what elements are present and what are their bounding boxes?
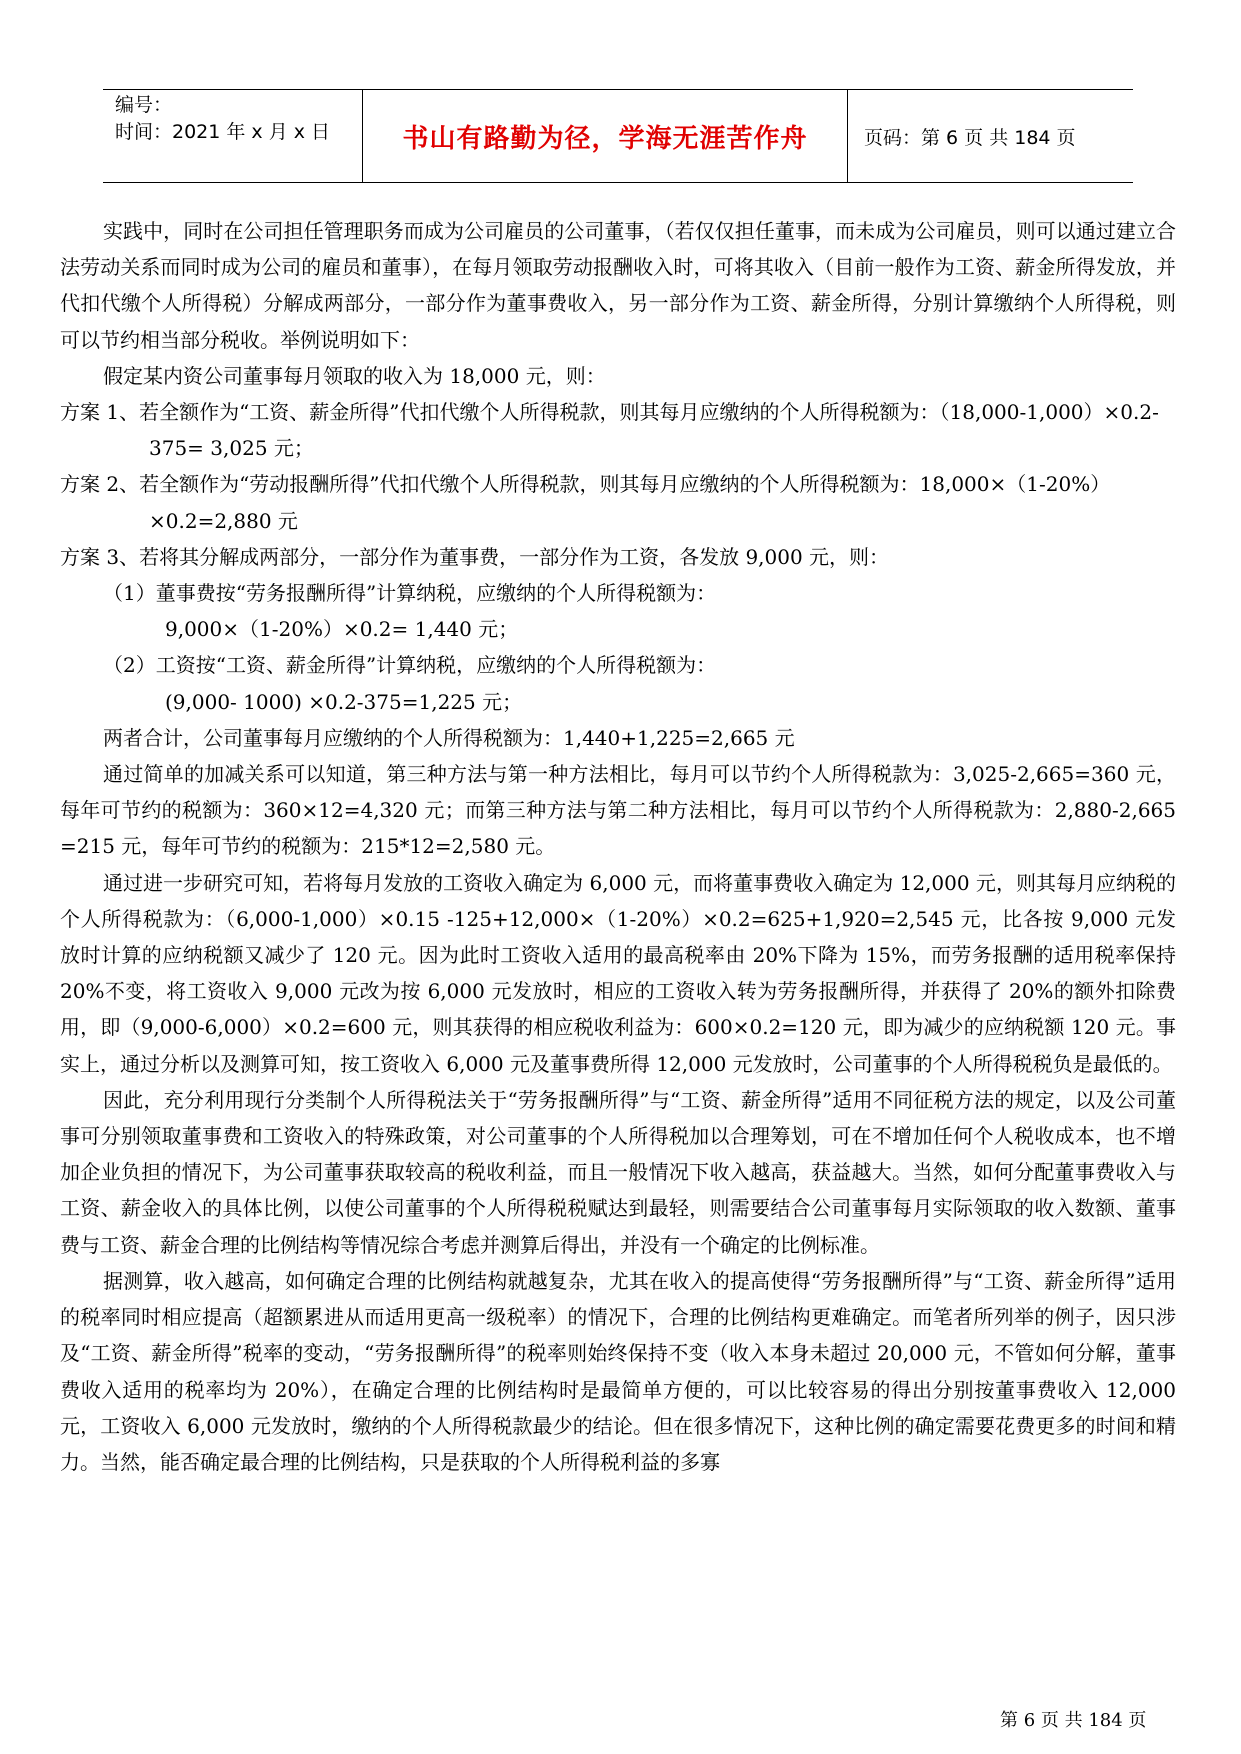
plan-1: 方案 1、若全额作为“工资、薪金所得”代扣代缴个人所得税款，则其每月应缴纳的个人所得税额为：（18,000-1,000）×0.2-375= 3,025 元； — [60, 400, 1159, 461]
paragraph-assumption: 假定某内资公司董事每月领取的收入为 18,000 元，则： — [103, 363, 606, 388]
plan-3-calc-2: (9,000- 1000) ×0.2-375=1,225 元； — [165, 689, 523, 714]
paragraph-measurement: 据测算，收入越高，如何确定合理的比例结构就越复杂，尤其在收入的提高使得“劳务报酬所得”与“工资、薪金所得”适用的税率同时相应提高（超额累进从而适用更高一级税率）的情况下，合理的比例结构更难确定。而笔者所列举的例子，因只涉及“工资、薪金所得”税率的变动，“劳务报酬所得”的税率则始终保持不变（收入本身未超过 20,000 元，不管如何分解，董事费收入适用的税率均为 20%），在确定合理的比例结构时是最简单方便的，可以比较容易的得出分别按董事费收入 12,000 元，工资收入 6,000 元发放时，缴纳的个人所得税款最少的结论。但在很多情况下，这种比例的确定需要花费更多的时间和精力。当然，能否确定最合理的比例结构，只是获取的个人所得税利益的多寡 — [60, 1268, 1176, 1474]
paragraph-further-study: 通过进一步研究可知，若将每月发放的工资收入确定为 6,000 元，而将董事费收入确定为 12,000 元，则其每月应纳税的个人所得税款为：（6,000-1,000）×0.15 -125+12,000×（1-20%）×0.2=625+1,920=2,545 元，比各按 9,000 元发放时计算的应纳税额又减少了 120 元。因为此时工资收入适用的最高税率由 20%下降为 15%，而劳务报酬的适用税率保持 20%不变，将工资收入 9,000 元改为按 6,000 元发放时，相应的工资收入转为劳务报酬所得，并获得了 20%的额外扣除费用，即（9,000-6,000）×0.2=600 元，则其获得的相应税收利益为：600×0.2=120 元，即为减少的应纳税额 120 元。事实上，通过分析以及测算可知，按工资收入 6,000 元及董事费所得 12,000 元发放时，公司董事的个人所得税税负是最低的。 — [60, 870, 1176, 1076]
plan-3-calc-1: 9,000×（1-20%）×0.2= 1,440 元； — [165, 617, 519, 642]
plan-3-total: 两者合计，公司董事每月应缴纳的个人所得税额为：1,440+1,225=2,665 元 — [103, 725, 795, 750]
plan-3-item-2: （2）工资按“工资、薪金所得”计算纳税，应缴纳的个人所得税额为： — [103, 653, 717, 678]
page-footer: 第 6 页 共 184 页 — [1000, 1710, 1147, 1731]
document-time-label: 时间：2021 年 x 月 x 日 — [115, 121, 331, 143]
paragraph-intro: 实践中，同时在公司担任管理职务而成为公司雇员的公司董事，（若仅仅担任董事，而未成为公司雇员，则可以通过建立合法劳动关系而同时成为公司的雇员和董事），在每月领取劳动报酬收入时，可将其收入（目前一般作为工资、薪金所得发放，并代扣代缴个人所得税）分解成两部分，一部分作为董事费收入，另一部分作为工资、薪金所得，分别计算缴纳个人所得税，则可以节约相当部分税收。举例说明如下： — [60, 219, 1176, 352]
paragraph-comparison: 通过简单的加减关系可以知道，第三种方法与第一种方法相比，每月可以节约个人所得税款为：3,025-2,665=360 元，每年可节约的税额为：360×12=4,320 元；而第三种方法与第二种方法相比，每月可以节约个人所得税款为：2,880-2,665 =215 元，每年可节约的税额为：215*12=2,580 元。 — [60, 762, 1176, 859]
header-motto: 书山有路勤为径，学海无涯苦作舟 — [363, 90, 848, 182]
plan-2: 方案 2、若全额作为“劳动报酬所得”代扣代缴个人所得税款，则其每月应缴纳的个人所得税额为：18,000×（1-20%）×0.2=2,880 元 — [60, 472, 1111, 533]
page-header — [103, 89, 1133, 183]
plan-3: 方案 3、若将其分解成两部分，一部分作为董事费，一部分作为工资，各发放 9,000 元，则： — [60, 544, 890, 569]
header-page-number: 页码：第 6 页 共 184 页 — [864, 126, 1076, 149]
header-meta — [103, 90, 363, 182]
plan-3-item-1: （1）董事费按“劳务报酬所得”计算纳税，应缴纳的个人所得税额为： — [103, 581, 717, 606]
document-body — [60, 213, 1176, 1480]
paragraph-conclusion: 因此，充分利用现行分类制个人所得税法关于“劳务报酬所得”与“工资、薪金所得”适用不同征税方法的规定，以及公司董事可分别领取董事费和工资收入的特殊政策，对公司董事的个人所得税加以合理筹划，可在不增加任何个人税收成本，也不增加企业负担的情况下，为公司董事获取较高的税收利益，而且一般情况下收入越高，获益越大。当然，如何分配董事费收入与工资、薪金收入的具体比例，以使公司董事的个人所得税税赋达到最轻，则需要结合公司董事每月实际领取的收入数额、董事费与工资、薪金合理的比例结构等情况综合考虑并测算后得出，并没有一个确定的比例标准。 — [60, 1087, 1176, 1257]
document-number-label: 编号： — [115, 94, 173, 116]
